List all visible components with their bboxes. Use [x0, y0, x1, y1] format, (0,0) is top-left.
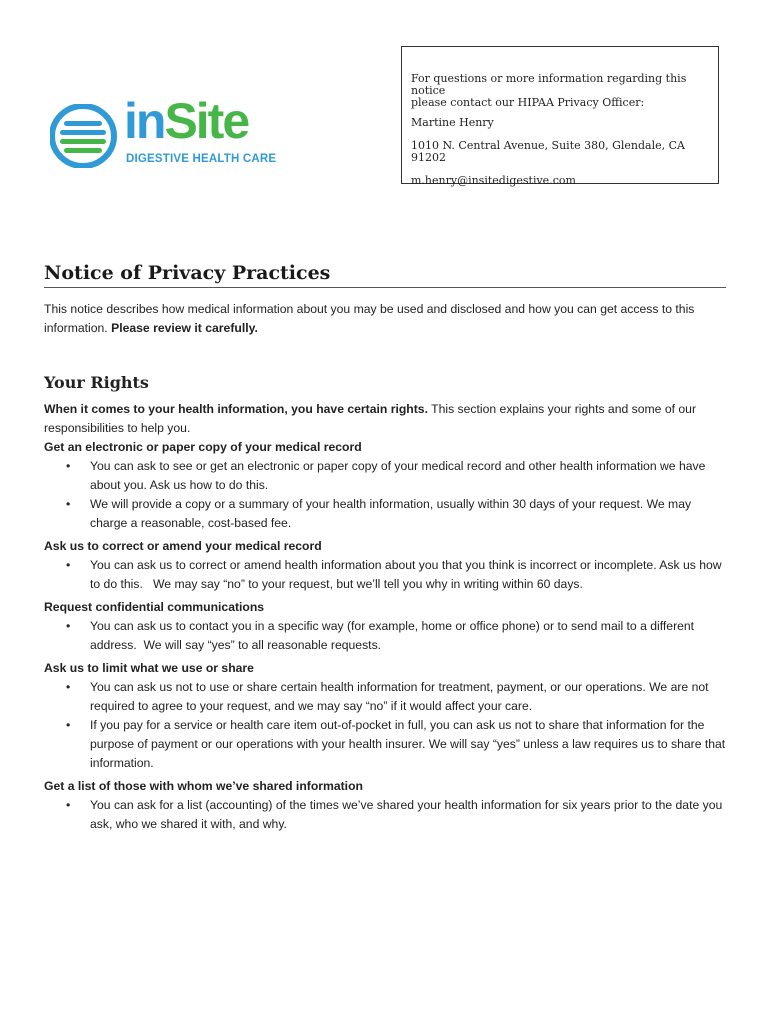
privacy-officer-contact-box — [401, 46, 719, 187]
intro-text: This notice describes how medical information about you may be used and disclosed and how you can get access to this information. — [44, 302, 695, 335]
bullet-icon: • — [66, 497, 71, 511]
section-heading: Request confidential communications — [44, 600, 265, 614]
insite-logo-mark-icon — [50, 104, 120, 168]
title-divider — [44, 287, 726, 288]
list-item: • If you pay for a service or health care item out-of-pocket in full, you can ask us not to share that information for the purpose of payment or our operations with your health insurer. We will say “yes” unless a law requires us to share that information. — [66, 718, 726, 770]
section-bullet-list — [44, 556, 728, 594]
bullet-icon: • — [66, 798, 71, 812]
list-item: • You can ask to see or get an electronic or paper copy of your medical record and other health information we have about you. Ask us how to do this. — [66, 459, 706, 492]
bullet-icon: • — [66, 718, 71, 732]
your-rights-lead-text: This section explains your rights and some of our responsibilities to help you. — [44, 402, 697, 435]
list-item: • You can ask for a list (accounting) of the times we’ve shared your health information for six years prior to the date you ask, who we shared it with, and why. — [66, 798, 723, 831]
list-item: • You can ask us to contact you in a specific way (for example, home or office phone) or to send mail to a different address. We will say “yes” to all reasonable requests. — [66, 619, 698, 652]
section-bullet-list — [44, 617, 728, 655]
intro-paragraph — [44, 300, 728, 338]
list-item: • You can ask us to correct or amend health information about you that you think is incorrect or incomplete. Ask us how to do this. We may say “no” to your request, but we’ll tell you why in writing within 60 days. — [66, 558, 725, 591]
bullet-icon: • — [66, 459, 71, 473]
list-item: • You can ask us not to use or share certain health information for treatment, payment, or our operations. We are not required to agree to your request, and we may say “no” if it would affect your care. — [66, 680, 709, 713]
your-rights-lead — [44, 400, 728, 438]
page-title: Notice of Privacy Practices — [44, 262, 331, 284]
logo-wordmark: inSite — [124, 93, 249, 149]
officer-address: 1010 N. Central Avenue, Suite 380, Glendale, CA 91202 — [411, 139, 685, 164]
section-heading: Get an electronic or paper copy of your medical record — [44, 440, 362, 454]
bullet-icon: • — [66, 680, 71, 694]
contact-intro-line-2: please contact our HIPAA Privacy Officer: — [411, 96, 645, 109]
logo-tagline: DIGESTIVE HEALTH CARE — [126, 153, 277, 165]
bullet-icon: • — [66, 558, 71, 572]
officer-email: m.henry@insitedigestive.com — [411, 174, 576, 187]
your-rights-lead-bold: When it comes to your health information, you have certain rights. — [44, 402, 428, 416]
list-item: • We will provide a copy or a summary of your health information, usually within 30 days of your request. We may charge a reasonable, cost-based fee. — [66, 497, 692, 530]
section-heading: Get a list of those with whom we’ve shared information — [44, 779, 363, 793]
section-bullet-list — [44, 678, 728, 773]
section-bullet-list — [44, 796, 728, 834]
section-bullet-list — [44, 457, 728, 533]
section-heading: Ask us to limit what we use or share — [44, 661, 254, 675]
intro-bold-text: Please review it carefully. — [111, 321, 258, 335]
your-rights-heading: Your Rights — [44, 373, 149, 392]
bullet-icon: • — [66, 619, 71, 633]
notice-body — [44, 300, 728, 838]
officer-name: Martine Henry — [411, 116, 494, 129]
contact-intro-line-1: For questions or more information regarding this notice — [411, 72, 687, 97]
section-heading: Ask us to correct or amend your medical record — [44, 539, 322, 553]
insite-logo — [50, 93, 280, 172]
